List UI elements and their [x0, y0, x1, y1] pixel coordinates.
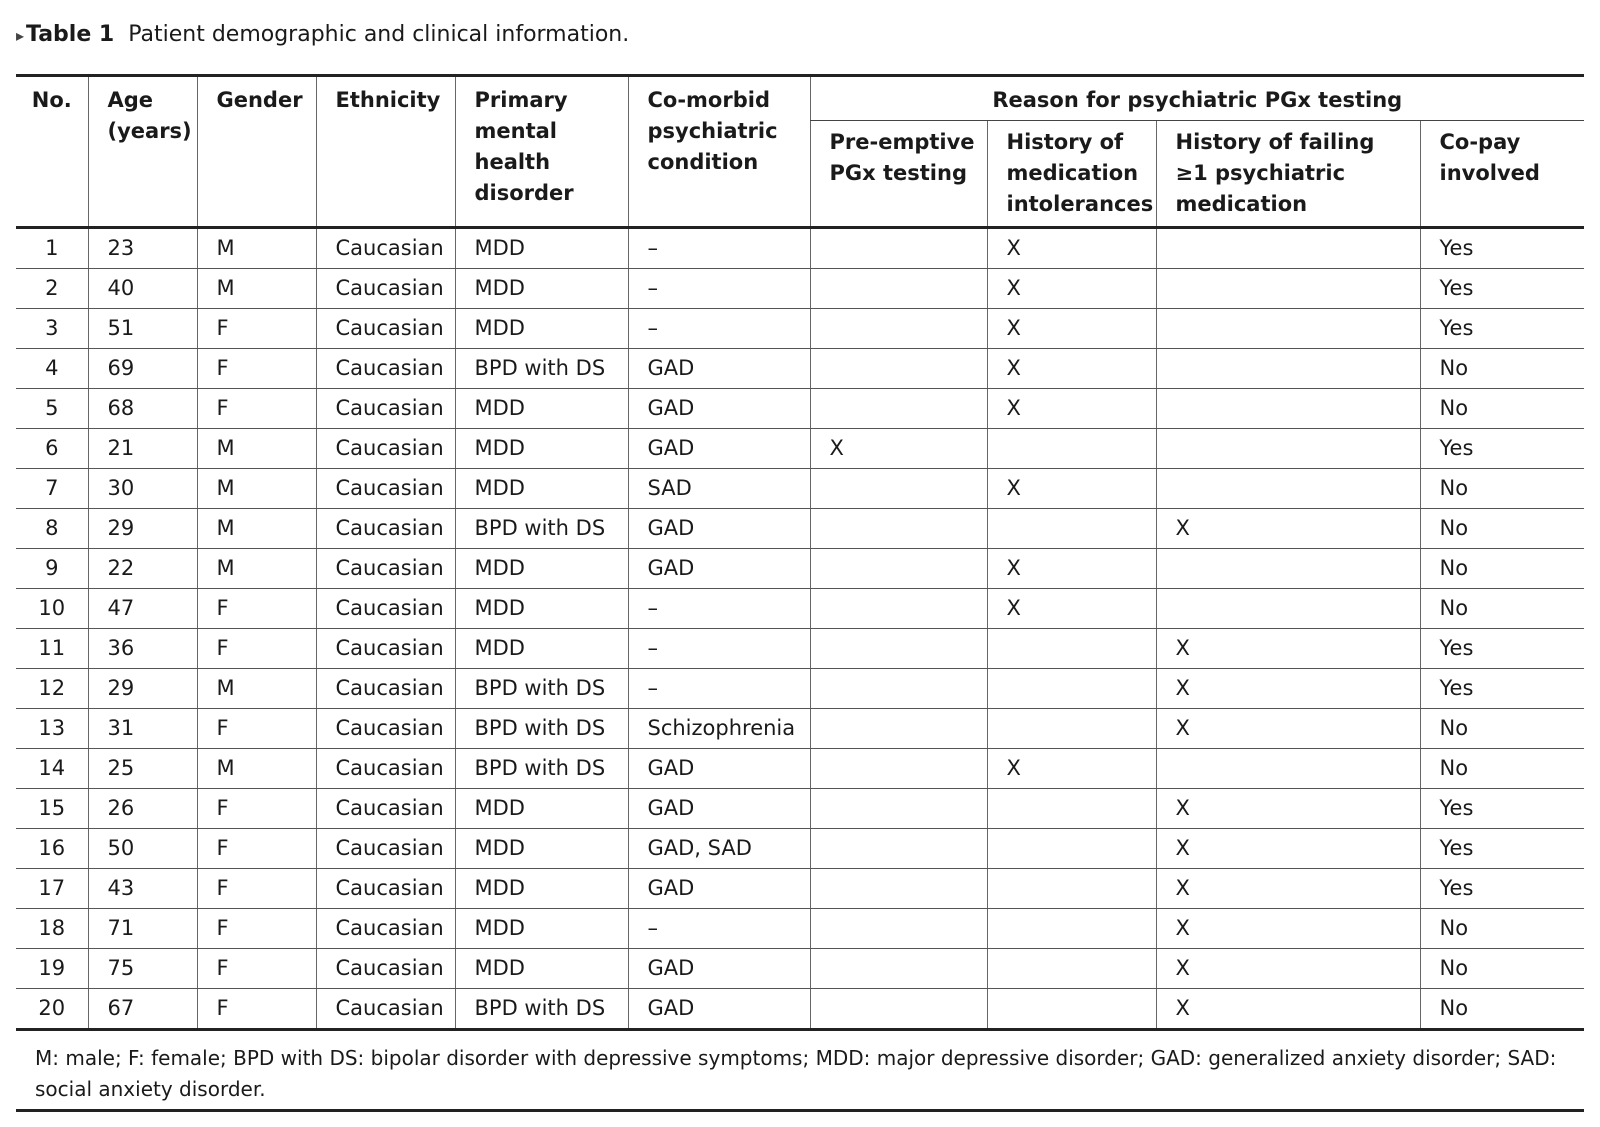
cell-intolerance: X	[987, 309, 1156, 349]
cell-comorbid: GAD	[628, 349, 810, 389]
cell-no: 1	[16, 228, 88, 269]
cell-ethnicity: Caucasian	[316, 709, 455, 749]
cell-no: 4	[16, 349, 88, 389]
header-no: No.	[16, 76, 88, 228]
cell-pre-emptive	[810, 709, 987, 749]
cell-comorbid: –	[628, 309, 810, 349]
cell-gender: F	[197, 589, 316, 629]
cell-primary-disorder: MDD	[455, 869, 628, 909]
caption-text: Patient demographic and clinical information.	[128, 22, 630, 47]
cell-gender: F	[197, 829, 316, 869]
header-ethnicity: Ethnicity	[316, 76, 455, 228]
table-row	[16, 228, 1584, 269]
cell-failing: X	[1156, 989, 1420, 1030]
cell-no: 7	[16, 469, 88, 509]
cell-primary-disorder: MDD	[455, 389, 628, 429]
cell-failing: X	[1156, 869, 1420, 909]
cell-failing: X	[1156, 709, 1420, 749]
table-row	[16, 749, 1584, 789]
cell-no: 8	[16, 509, 88, 549]
cell-no: 2	[16, 269, 88, 309]
cell-copay: Yes	[1420, 669, 1584, 709]
table-row	[16, 669, 1584, 709]
cell-intolerance: X	[987, 589, 1156, 629]
cell-intolerance	[987, 429, 1156, 469]
cell-no: 12	[16, 669, 88, 709]
cell-intolerance	[987, 669, 1156, 709]
table-row	[16, 949, 1584, 989]
cell-comorbid: GAD	[628, 389, 810, 429]
cell-ethnicity: Caucasian	[316, 509, 455, 549]
cell-primary-disorder: MDD	[455, 949, 628, 989]
cell-failing	[1156, 429, 1420, 469]
cell-gender: F	[197, 389, 316, 429]
cell-pre-emptive	[810, 789, 987, 829]
cell-ethnicity: Caucasian	[316, 469, 455, 509]
cell-age: 29	[88, 509, 197, 549]
table-body	[16, 228, 1584, 1030]
cell-intolerance	[987, 869, 1156, 909]
cell-age: 40	[88, 269, 197, 309]
cell-ethnicity: Caucasian	[316, 909, 455, 949]
cell-no: 9	[16, 549, 88, 589]
cell-primary-disorder: MDD	[455, 549, 628, 589]
cell-ethnicity: Caucasian	[316, 269, 455, 309]
cell-failing	[1156, 749, 1420, 789]
cell-failing	[1156, 269, 1420, 309]
cell-no: 14	[16, 749, 88, 789]
header-comorbid: Co-morbid psychiatric condition	[628, 76, 810, 228]
cell-ethnicity: Caucasian	[316, 629, 455, 669]
cell-primary-disorder: MDD	[455, 429, 628, 469]
cell-failing: X	[1156, 789, 1420, 829]
cell-gender: F	[197, 709, 316, 749]
cell-copay: Yes	[1420, 789, 1584, 829]
cell-primary-disorder: MDD	[455, 829, 628, 869]
cell-no: 13	[16, 709, 88, 749]
cell-no: 20	[16, 989, 88, 1030]
cell-primary-disorder: MDD	[455, 589, 628, 629]
table-row	[16, 589, 1584, 629]
cell-primary-disorder: MDD	[455, 228, 628, 269]
table-header	[16, 76, 1584, 228]
cell-copay: Yes	[1420, 309, 1584, 349]
cell-comorbid: SAD	[628, 469, 810, 509]
cell-age: 67	[88, 989, 197, 1030]
cell-copay: Yes	[1420, 228, 1584, 269]
cell-gender: M	[197, 749, 316, 789]
cell-primary-disorder: MDD	[455, 309, 628, 349]
cell-ethnicity: Caucasian	[316, 869, 455, 909]
table-row	[16, 349, 1584, 389]
cell-primary-disorder: BPD with DS	[455, 709, 628, 749]
cell-gender: M	[197, 509, 316, 549]
cell-ethnicity: Caucasian	[316, 309, 455, 349]
cell-intolerance: X	[987, 349, 1156, 389]
cell-comorbid: –	[628, 909, 810, 949]
cell-age: 30	[88, 469, 197, 509]
cell-pre-emptive	[810, 989, 987, 1030]
cell-failing: X	[1156, 949, 1420, 989]
cell-intolerance: X	[987, 749, 1156, 789]
cell-no: 3	[16, 309, 88, 349]
cell-failing	[1156, 469, 1420, 509]
cell-pre-emptive	[810, 349, 987, 389]
cell-primary-disorder: BPD with DS	[455, 749, 628, 789]
cell-gender: M	[197, 669, 316, 709]
cell-copay: No	[1420, 509, 1584, 549]
cell-ethnicity: Caucasian	[316, 589, 455, 629]
cell-intolerance	[987, 909, 1156, 949]
cell-comorbid: –	[628, 669, 810, 709]
cell-no: 11	[16, 629, 88, 669]
cell-pre-emptive	[810, 389, 987, 429]
cell-age: 21	[88, 429, 197, 469]
table-row	[16, 989, 1584, 1030]
cell-primary-disorder: MDD	[455, 469, 628, 509]
cell-failing: X	[1156, 909, 1420, 949]
header-intolerance: History of medication intolerances	[987, 121, 1156, 228]
cell-age: 29	[88, 669, 197, 709]
cell-copay: No	[1420, 709, 1584, 749]
cell-copay: No	[1420, 389, 1584, 429]
cell-failing	[1156, 589, 1420, 629]
cell-copay: No	[1420, 349, 1584, 389]
cell-gender: F	[197, 989, 316, 1030]
cell-ethnicity: Caucasian	[316, 228, 455, 269]
cell-failing: X	[1156, 509, 1420, 549]
table-row	[16, 309, 1584, 349]
cell-pre-emptive	[810, 269, 987, 309]
cell-pre-emptive	[810, 749, 987, 789]
header-gender: Gender	[197, 76, 316, 228]
cell-failing	[1156, 349, 1420, 389]
cell-gender: M	[197, 228, 316, 269]
cell-comorbid: GAD	[628, 869, 810, 909]
cell-age: 43	[88, 869, 197, 909]
cell-copay: Yes	[1420, 269, 1584, 309]
table-row	[16, 469, 1584, 509]
cell-intolerance: X	[987, 549, 1156, 589]
cell-failing	[1156, 228, 1420, 269]
patient-table	[16, 74, 1584, 1112]
table-footnote: M: male; F: female; BPD with DS: bipolar disorder with depressive symptoms; MDD: major depressive disorder; GAD: generalized anxiety disorder; SAD: social anxiety disorder.	[16, 1030, 1584, 1111]
cell-intolerance	[987, 789, 1156, 829]
cell-pre-emptive: X	[810, 429, 987, 469]
cell-age: 75	[88, 949, 197, 989]
table-row	[16, 909, 1584, 949]
cell-copay: No	[1420, 949, 1584, 989]
cell-gender: M	[197, 549, 316, 589]
table-row	[16, 509, 1584, 549]
cell-comorbid: –	[628, 269, 810, 309]
table-row	[16, 429, 1584, 469]
cell-age: 22	[88, 549, 197, 589]
cell-intolerance	[987, 949, 1156, 989]
cell-copay: Yes	[1420, 829, 1584, 869]
header-copay: Co-pay involved	[1420, 121, 1584, 228]
cell-primary-disorder: MDD	[455, 629, 628, 669]
cell-pre-emptive	[810, 629, 987, 669]
cell-ethnicity: Caucasian	[316, 549, 455, 589]
cell-ethnicity: Caucasian	[316, 749, 455, 789]
cell-age: 68	[88, 389, 197, 429]
cell-ethnicity: Caucasian	[316, 989, 455, 1030]
cell-pre-emptive	[810, 869, 987, 909]
header-pre-emptive: Pre-emptive PGx testing	[810, 121, 987, 228]
cell-copay: No	[1420, 549, 1584, 589]
table-row	[16, 389, 1584, 429]
cell-intolerance	[987, 709, 1156, 749]
cell-gender: F	[197, 789, 316, 829]
cell-pre-emptive	[810, 549, 987, 589]
cell-intolerance	[987, 989, 1156, 1030]
cell-no: 10	[16, 589, 88, 629]
table-row	[16, 869, 1584, 909]
header-failing: History of failing ≥1 psychiatric medication	[1156, 121, 1420, 228]
cell-pre-emptive	[810, 829, 987, 869]
cell-ethnicity: Caucasian	[316, 949, 455, 989]
header-reason-group: Reason for psychiatric PGx testing	[810, 76, 1584, 121]
cell-comorbid: –	[628, 629, 810, 669]
cell-no: 6	[16, 429, 88, 469]
caption-arrow-icon: ▸	[16, 26, 25, 45]
cell-copay: Yes	[1420, 629, 1584, 669]
cell-primary-disorder: BPD with DS	[455, 669, 628, 709]
cell-comorbid: GAD, SAD	[628, 829, 810, 869]
cell-pre-emptive	[810, 309, 987, 349]
cell-ethnicity: Caucasian	[316, 429, 455, 469]
cell-intolerance: X	[987, 389, 1156, 429]
cell-no: 5	[16, 389, 88, 429]
cell-copay: No	[1420, 989, 1584, 1030]
cell-intolerance	[987, 629, 1156, 669]
cell-pre-emptive	[810, 949, 987, 989]
cell-copay: No	[1420, 589, 1584, 629]
cell-failing: X	[1156, 669, 1420, 709]
cell-ethnicity: Caucasian	[316, 389, 455, 429]
table-row	[16, 629, 1584, 669]
cell-primary-disorder: MDD	[455, 269, 628, 309]
cell-comorbid: –	[628, 228, 810, 269]
cell-no: 17	[16, 869, 88, 909]
cell-age: 25	[88, 749, 197, 789]
cell-primary-disorder: MDD	[455, 789, 628, 829]
table-caption	[16, 18, 629, 53]
cell-pre-emptive	[810, 589, 987, 629]
cell-copay: No	[1420, 909, 1584, 949]
cell-comorbid: GAD	[628, 989, 810, 1030]
cell-age: 31	[88, 709, 197, 749]
cell-comorbid: GAD	[628, 949, 810, 989]
header-primary-disorder: Primary mental health disorder	[455, 76, 628, 228]
cell-gender: F	[197, 869, 316, 909]
cell-age: 26	[88, 789, 197, 829]
cell-copay: Yes	[1420, 869, 1584, 909]
cell-gender: F	[197, 909, 316, 949]
cell-pre-emptive	[810, 469, 987, 509]
table-row	[16, 789, 1584, 829]
cell-comorbid: GAD	[628, 749, 810, 789]
cell-gender: F	[197, 629, 316, 669]
cell-primary-disorder: BPD with DS	[455, 509, 628, 549]
cell-failing	[1156, 389, 1420, 429]
cell-gender: M	[197, 429, 316, 469]
cell-intolerance: X	[987, 469, 1156, 509]
cell-copay: No	[1420, 469, 1584, 509]
cell-no: 15	[16, 789, 88, 829]
cell-primary-disorder: BPD with DS	[455, 349, 628, 389]
cell-failing: X	[1156, 629, 1420, 669]
table-row	[16, 709, 1584, 749]
cell-no: 19	[16, 949, 88, 989]
cell-no: 16	[16, 829, 88, 869]
cell-pre-emptive	[810, 909, 987, 949]
caption-label: Table 1	[26, 22, 115, 47]
cell-copay: No	[1420, 749, 1584, 789]
cell-failing	[1156, 309, 1420, 349]
cell-gender: F	[197, 349, 316, 389]
cell-age: 71	[88, 909, 197, 949]
cell-gender: F	[197, 949, 316, 989]
table-row	[16, 829, 1584, 869]
table-row	[16, 549, 1584, 589]
cell-comorbid: GAD	[628, 789, 810, 829]
cell-comorbid: –	[628, 589, 810, 629]
cell-gender: F	[197, 309, 316, 349]
table-row	[16, 269, 1584, 309]
cell-pre-emptive	[810, 669, 987, 709]
cell-comorbid: GAD	[628, 509, 810, 549]
cell-age: 36	[88, 629, 197, 669]
cell-ethnicity: Caucasian	[316, 789, 455, 829]
cell-intolerance: X	[987, 228, 1156, 269]
cell-gender: M	[197, 469, 316, 509]
cell-intolerance	[987, 509, 1156, 549]
cell-age: 51	[88, 309, 197, 349]
cell-primary-disorder: MDD	[455, 909, 628, 949]
cell-no: 18	[16, 909, 88, 949]
cell-age: 69	[88, 349, 197, 389]
cell-age: 23	[88, 228, 197, 269]
header-age: Age (years)	[88, 76, 197, 228]
cell-age: 50	[88, 829, 197, 869]
cell-copay: Yes	[1420, 429, 1584, 469]
cell-comorbid: Schizophrenia	[628, 709, 810, 749]
cell-pre-emptive	[810, 509, 987, 549]
cell-intolerance: X	[987, 269, 1156, 309]
cell-comorbid: GAD	[628, 429, 810, 469]
cell-failing	[1156, 549, 1420, 589]
cell-primary-disorder: BPD with DS	[455, 989, 628, 1030]
cell-intolerance	[987, 829, 1156, 869]
cell-pre-emptive	[810, 228, 987, 269]
cell-gender: M	[197, 269, 316, 309]
cell-comorbid: GAD	[628, 549, 810, 589]
cell-failing: X	[1156, 829, 1420, 869]
cell-ethnicity: Caucasian	[316, 669, 455, 709]
cell-age: 47	[88, 589, 197, 629]
cell-ethnicity: Caucasian	[316, 829, 455, 869]
cell-ethnicity: Caucasian	[316, 349, 455, 389]
